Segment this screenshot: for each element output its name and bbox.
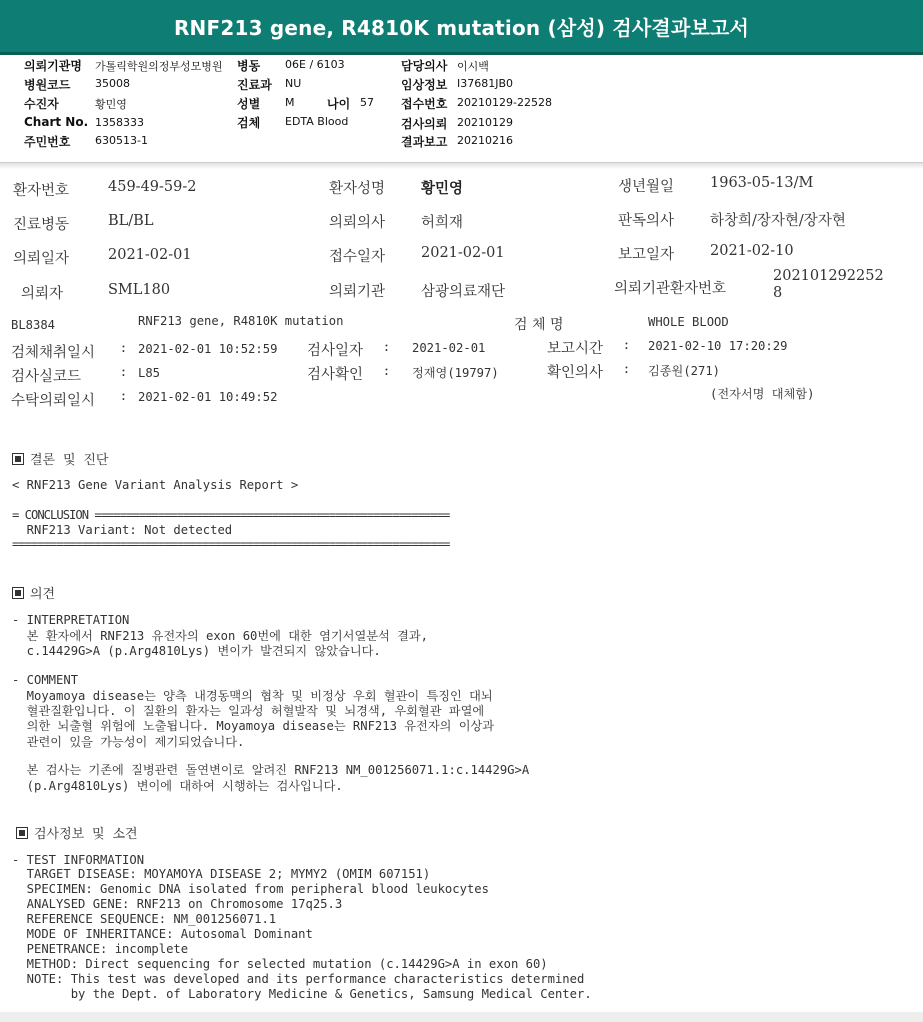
patient-value: 8 (773, 285, 783, 301)
bottom-scroll-area (0, 1012, 923, 1022)
report-title: RNF213 gene, R4810K mutation (삼성) 검사결과보고서 (173, 16, 750, 40)
patient-label: 판독의사 (618, 213, 675, 229)
collect-label: 검체채취일시 (11, 345, 96, 361)
patient-label: 환자번호 (13, 183, 70, 199)
header-value: 20210129 (457, 116, 513, 129)
testdate-value: 2021-02-01 (412, 341, 486, 355)
patient-value: 허희재 (421, 215, 464, 231)
header-label: 성별 (237, 97, 261, 111)
patient-label: 환자성명 (329, 181, 386, 197)
body-line: MODE OF INHERITANCE: Autosomal Dominant (12, 927, 313, 941)
report-value: 2021-02-10 17:20:29 (648, 339, 788, 353)
patient-value: 202101292252 (773, 268, 884, 284)
body-line: 관련이 있을 가능성이 제기되었습니다. (12, 735, 245, 749)
body-line: METHOD: Direct sequencing for selected mutation (c.14429G>A in exon 60) (12, 957, 548, 971)
specimen-value: WHOLE BLOOD (648, 315, 729, 329)
header-label: Chart No. (24, 115, 89, 129)
header-label: 수진자 (24, 97, 59, 111)
colon: : (384, 339, 389, 355)
header-label: 담당의사 (401, 59, 448, 73)
patient-label: 의뢰자 (21, 286, 64, 302)
section-testinfo-heading (16, 823, 138, 842)
header-value: 이시백 (457, 60, 489, 73)
body-line: 의한 뇌출혈 위험에 노출됩니다. Moyamoya disease는 RNF213 유전자의 이상과 (12, 719, 495, 733)
body-line: - TEST INFORMATION (12, 853, 145, 867)
colon: : (384, 363, 389, 379)
header-label: 주민번호 (24, 135, 71, 149)
patient-value: 459-49-59-2 (108, 179, 197, 195)
esign-note: (전자서명 대체함) (710, 387, 815, 401)
header-value: 35008 (95, 77, 130, 90)
patient-value: 2021-02-01 (421, 245, 505, 261)
body-line: REFERENCE SEQUENCE: NM_001256071.1 (12, 912, 277, 926)
patient-label: 의뢰일자 (13, 251, 70, 267)
header-label: 결과보고 (401, 135, 448, 149)
patient-label: 의뢰의사 (329, 215, 386, 231)
body-line: 본 환자에서 RNF213 유전자의 exon 60번에 대한 염기서열분석 결과, (12, 629, 428, 643)
header-label: 검사의뢰 (401, 117, 448, 131)
patient-label: 접수일자 (329, 249, 386, 265)
body-line: TARGET DISEASE: MOYAMOYA DISEASE 2; MYMY2 (OMIM 607151) (12, 867, 431, 881)
body-line: by the Dept. of Laboratory Medicine & Genetics, Samsung Medical Center. (12, 987, 592, 1001)
testdate-label: 검사일자 (307, 343, 364, 359)
header-value: 20210216 (457, 134, 513, 147)
patient-value: 황민영 (421, 180, 464, 197)
header-label: 병원코드 (24, 78, 71, 92)
patient-value: 1963-05-13/M (710, 175, 814, 191)
patient-value: SML180 (108, 282, 171, 298)
specimen-label: 검 체 명 (514, 317, 564, 333)
patient-value: 삼광의료재단 (421, 284, 506, 300)
patient-label: 의뢰기관 (329, 284, 386, 300)
header-value: 황민영 (95, 98, 127, 111)
header-value: 1358333 (95, 116, 144, 129)
patient-value: BL/BL (108, 213, 154, 229)
colon: : (121, 364, 126, 380)
divider-shadow (0, 163, 923, 169)
patient-label: 생년월일 (618, 179, 675, 195)
header-value: M (285, 96, 295, 109)
header-value: EDTA Blood (285, 115, 349, 128)
body-line: Moyamoya disease는 양측 내경동맥의 협착 및 비정상 우회 혈관이 특징인 대뇌 (12, 689, 493, 703)
header-value: I37681JB0 (457, 77, 514, 90)
header-value: 가톨릭학원의정부성모병원 (95, 60, 223, 73)
colon: : (121, 340, 126, 356)
report-label: 보고시간 (547, 341, 604, 357)
section-conclusion-heading (12, 449, 108, 468)
body-line: 혈관질환입니다. 이 질환의 환자는 일과성 허혈발작 및 뇌경색, 우회혈관 파열에 (12, 704, 485, 718)
colon: : (624, 361, 629, 377)
section-opinion-heading (12, 583, 55, 602)
patient-label: 진료병동 (13, 217, 70, 233)
body-line: - COMMENT (12, 673, 79, 687)
header-value: 57 (360, 96, 374, 109)
header-value: 630513-1 (95, 134, 148, 147)
header-label: 진료과 (237, 78, 272, 92)
header-label: 병동 (237, 59, 261, 73)
body-line: ANALYSED GENE: RNF213 on Chromosome 17q25.3 (12, 897, 343, 911)
header-label: 임상정보 (401, 78, 448, 92)
consign-value: 2021-02-01 10:49:52 (138, 390, 278, 404)
patient-value: 하창희/장자현/장자현 (710, 213, 846, 229)
confirm-value: 정재영(19797) (412, 366, 499, 380)
collect-value: 2021-02-01 10:52:59 (138, 342, 278, 356)
square-bullet-icon (16, 827, 28, 839)
header-label: 의뢰기관명 (24, 59, 82, 73)
body-line: SPECIMEN: Genomic DNA isolated from peripheral blood leukocytes (12, 882, 489, 896)
patient-label: 보고일자 (618, 247, 675, 263)
section-title: 결론 및 진단 (30, 453, 109, 468)
header-label: 나이 (327, 97, 351, 111)
report-title-bar (0, 0, 923, 55)
patient-label: 의뢰기관환자번호 (614, 281, 727, 297)
body-line: NOTE: This test was developed and its performance characteristics determined (12, 972, 585, 986)
doctor-label: 확인의사 (547, 365, 604, 381)
section-title: 의견 (30, 587, 56, 602)
report-heading: < RNF213 Gene Variant Analysis Report > (12, 478, 299, 492)
body-line: 본 검사는 기존에 질병관련 돌연변이로 알려진 RNF213 NM_001256071.1:c.14429G>A (12, 763, 530, 777)
body-line: c.14429G>A (p.Arg4810Lys) 변이가 발견되지 않았습니다. (12, 644, 381, 658)
conclusion-rule: = CONCLUSION ======================================================== (12, 508, 450, 522)
square-bullet-icon (12, 587, 24, 599)
body-line: - INTERPRETATION (12, 613, 130, 627)
test-name: RNF213 gene, R4810K mutation (138, 314, 344, 328)
body-line: PENETRANCE: incomplete (12, 942, 189, 956)
conclusion-rule: ===================================================================== (12, 537, 450, 551)
header-label: 접수번호 (401, 97, 448, 111)
header-label: 검체 (237, 116, 261, 130)
patient-value: 2021-02-01 (108, 247, 192, 263)
test-code: BL8384 (11, 318, 56, 332)
doctor-value: 김종원(271) (648, 364, 721, 378)
body-line: (p.Arg4810Lys) 변이에 대하여 시행하는 검사입니다. (12, 779, 343, 793)
square-bullet-icon (12, 453, 24, 465)
confirm-label: 검사확인 (307, 367, 364, 383)
header-value: NU (285, 77, 302, 90)
conclusion-text: RNF213 Variant: Not detected (12, 523, 233, 537)
lab-value: L85 (138, 366, 161, 380)
consign-label: 수탁의뢰일시 (11, 393, 96, 409)
header-value: 06E / 6103 (285, 58, 345, 71)
colon: : (624, 337, 629, 353)
section-title: 검사정보 및 소견 (34, 827, 138, 842)
colon: : (121, 388, 126, 404)
header-value: 20210129-22528 (457, 96, 552, 109)
lab-label: 검사실코드 (11, 369, 82, 385)
patient-value: 2021-02-10 (710, 243, 794, 259)
